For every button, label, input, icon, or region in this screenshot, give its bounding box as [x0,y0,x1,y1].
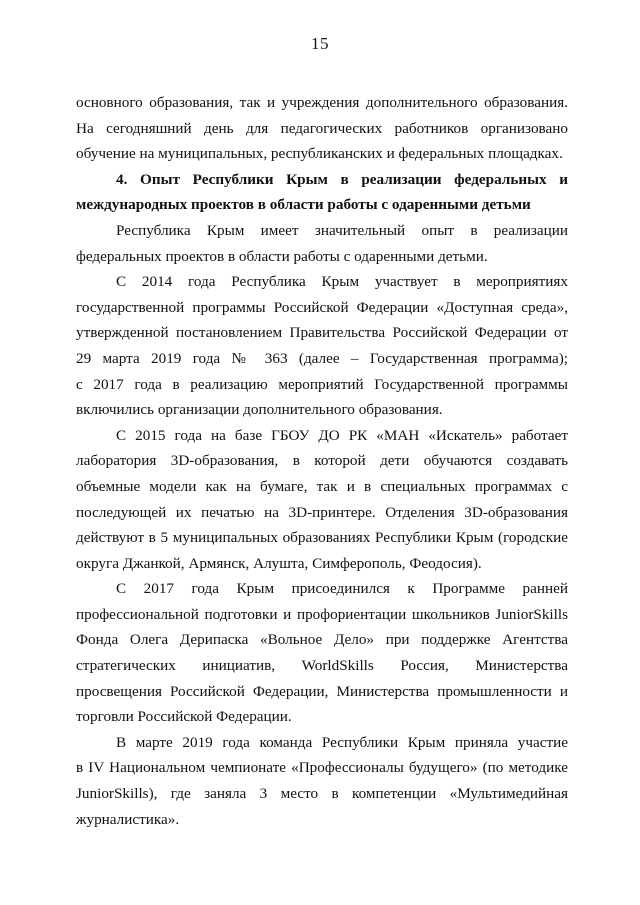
page-number: 15 [311,34,329,53]
text-line: округа Джанкой, Армянск, Алушта, Симферополь, Феодосия). [76,554,482,572]
section-heading-line: международных проектов в области работы с одаренными детьми [76,196,531,214]
text-line: 29 марта 2019 года № 363 (далее – Государственная программа); [76,349,568,367]
text-line: торговли Российской Федерации. [76,708,292,726]
text-line: В марте 2019 года команда Республики Крым приняла участие [116,733,568,751]
text-line: С 2014 года Республика Крым участвует в мероприятиях [116,273,568,291]
text-line: просвещения Российской Федерации, Министерства промышленности и [76,682,568,700]
text-line: JuniorSkills), где заняла 3 место в компетенции «Мультимедийная [76,785,568,803]
body-text [76,90,568,832]
text-line: утвержденной постановлением Правительства Российской Федерации от [76,324,568,342]
text-line: Фонда Олега Дерипаска «Вольное Дело» при поддержке Агентства [76,631,568,649]
text-line: С 2015 года на базе ГБОУ ДО РК «МАН «Искатель» работает [116,426,568,444]
text-line: в IV Национальном чемпионате «Профессионалы будущего» (по методике [76,759,568,777]
text-line: лаборатория 3D-образования, в которой дети обучаются создавать [76,452,568,470]
section-heading-line: 4. Опыт Республики Крым в реализации федеральных и [116,170,568,188]
text-line: журналистика». [76,810,180,828]
text-line: последующей их печатью на 3D-принтере. Отделения 3D-образования [76,503,568,521]
text-line: с 2017 года в реализацию мероприятий Государственной программы [76,375,568,393]
text-line: действуют в 5 муниципальных образованиях Республики Крым (городские [76,529,568,547]
text-line: профессиональной подготовки и профориентации школьников JuniorSkills [76,605,568,623]
text-line: обучение на муниципальных, республиканских и федеральных площадках. [76,145,563,163]
text-line: государственной программы Российской Федерации «Доступная среда», [76,298,568,316]
text-line: федеральных проектов в области работы с одаренными детьми. [76,247,488,265]
text-line: основного образования, так и учреждения дополнительного образования. [76,94,568,111]
text-line: На сегодняшний день для педагогических работников организовано [76,119,568,137]
text-line: Республика Крым имеет значительный опыт в реализации [116,221,568,239]
text-line: стратегических инициатив, WorldSkills Россия, Министерства [76,657,568,675]
text-line: включились организации дополнительного образования. [76,401,443,419]
text-line: объемные модели как на бумаге, так и в специальных программах с [76,477,568,495]
text-line: С 2017 года Крым присоединился к Программе ранней [116,580,568,598]
